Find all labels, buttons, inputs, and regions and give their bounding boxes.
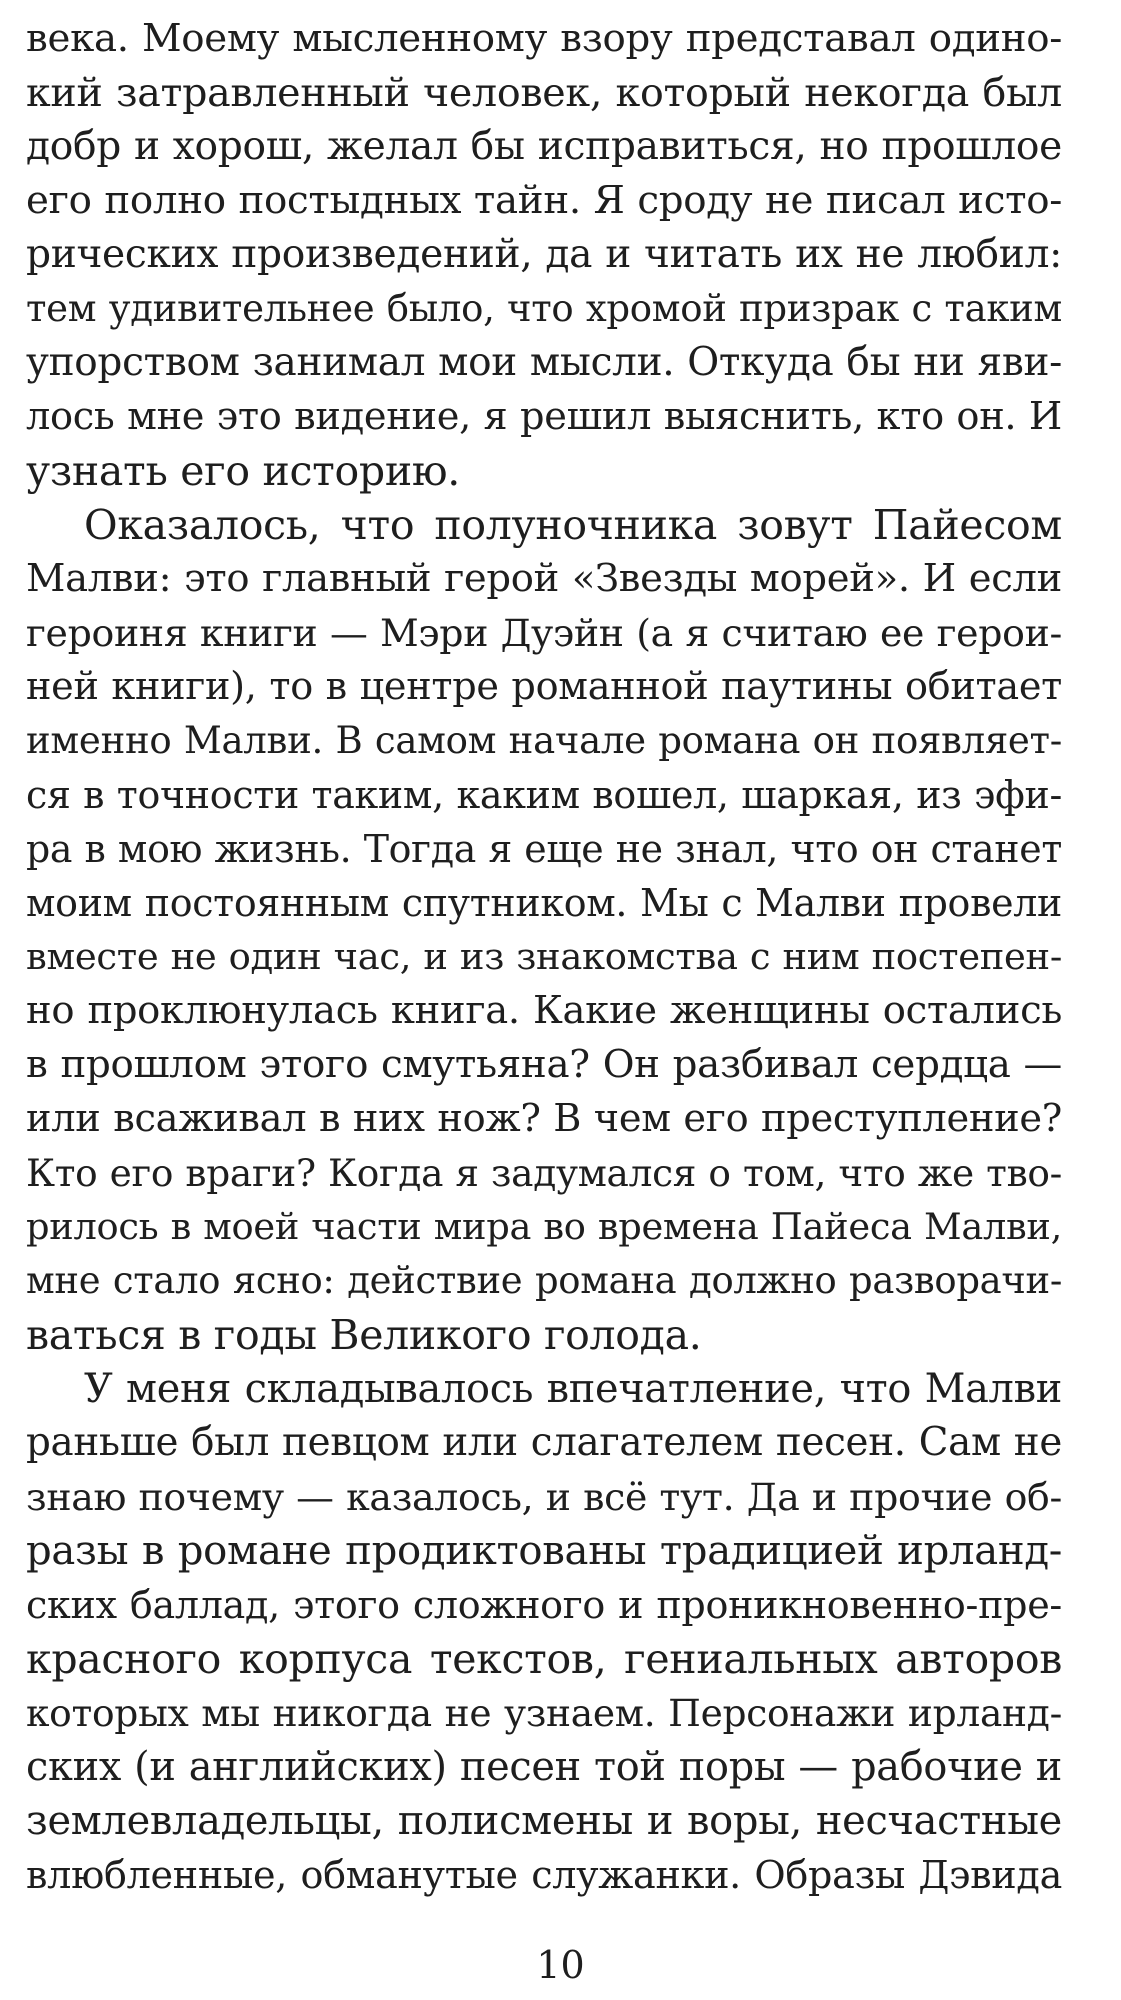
text-line: ся в точности таким, каким вошел, шаркая, из эфи-	[26, 773, 1062, 817]
text-line: именно Малви. В самом начале романа он появляет-	[26, 719, 1062, 762]
page-number: 10	[536, 1943, 585, 1987]
text-line: добр и хорош, желал бы исправиться, но прошлое	[26, 124, 1062, 169]
text-line: красного корпуса текстов, гениальных авторов	[26, 1635, 1062, 1683]
text-line: или всаживал в них нож? В чем его преступление?	[26, 1096, 1062, 1141]
text-line: раньше был певцом или слагателем песен. Сам не	[26, 1420, 1062, 1465]
text-line: землевладельцы, полисмены и воры, несчастные	[26, 1798, 1062, 1844]
text-line: лось мне это видение, я решил выяснить, кто он. И	[26, 394, 1062, 439]
text-line: знаю почему — казалось, и всё тут. Да и прочие об-	[26, 1475, 1062, 1519]
text-line: кий затравленный человек, который некогда был	[26, 70, 1062, 116]
paragraph-2	[26, 498, 1062, 1362]
text-line: ра в мою жизнь. Тогда я еще не знал, что он станет	[26, 827, 1062, 871]
text-line: но проклюнулась книга. Какие женщины остались	[26, 988, 1062, 1033]
text-line: влюбленные, обманутые служанки. Образы Дэвида	[26, 1853, 1062, 1897]
text-line: в прошлом этого смутьяна? Он разбивал сердца —	[26, 1042, 1062, 1087]
text-line: Оказалось, что полуночника зовут Пайесом	[84, 501, 1062, 549]
book-page-text	[26, 12, 1062, 1902]
text-line: которых мы никогда не узнаем. Персонажи ирланд-	[26, 1691, 1062, 1735]
text-line: его полно постыдных тайн. Я сроду не писал исто-	[26, 178, 1062, 223]
text-line: ских (и английских) песен той поры — рабочие и	[26, 1744, 1062, 1790]
text-line: Малви: это главный герой «Звезды морей». И если	[26, 556, 1062, 601]
text-line: У меня складывалось впечатление, что Малви	[84, 1366, 1062, 1412]
text-line: ских баллад, этого сложного и проникновенно-пре-	[26, 1583, 1062, 1627]
text-line: рических произведений, да и читать их не любил:	[26, 232, 1062, 277]
text-line: моим постоянным спутником. Мы с Малви провели	[26, 881, 1062, 925]
text-line: узнать его историю.	[26, 447, 461, 495]
paragraph-1	[26, 12, 1062, 498]
text-line: мне стало ясно: действие романа должно разворачи-	[26, 1259, 1062, 1302]
text-line: разы в романе продиктованы традицией ирланд-	[26, 1528, 1062, 1574]
text-line: тем удивительнее было, что хромой призрак с таким	[26, 287, 1062, 330]
text-line: рилось в моей части мира во времена Пайеса Малви,	[26, 1205, 1062, 1248]
text-line: героиня книги — Мэри Дуэйн (а я считаю ее герои-	[26, 611, 1062, 655]
text-line: ней книги), то в центре романной паутины обитает	[26, 665, 1062, 709]
text-line: вместе не один час, и из знакомства с ним постепен-	[26, 935, 1062, 978]
paragraph-3	[26, 1362, 1062, 1902]
text-line: Кто его враги? Когда я задумался о том, что же тво-	[26, 1151, 1062, 1195]
text-line: века. Моему мысленному взору представал одино-	[26, 16, 1062, 61]
text-line: ваться в годы Великого голода.	[26, 1311, 702, 1359]
text-line: упорством занимал мои мысли. Откуда бы ни яви-	[26, 340, 1062, 385]
